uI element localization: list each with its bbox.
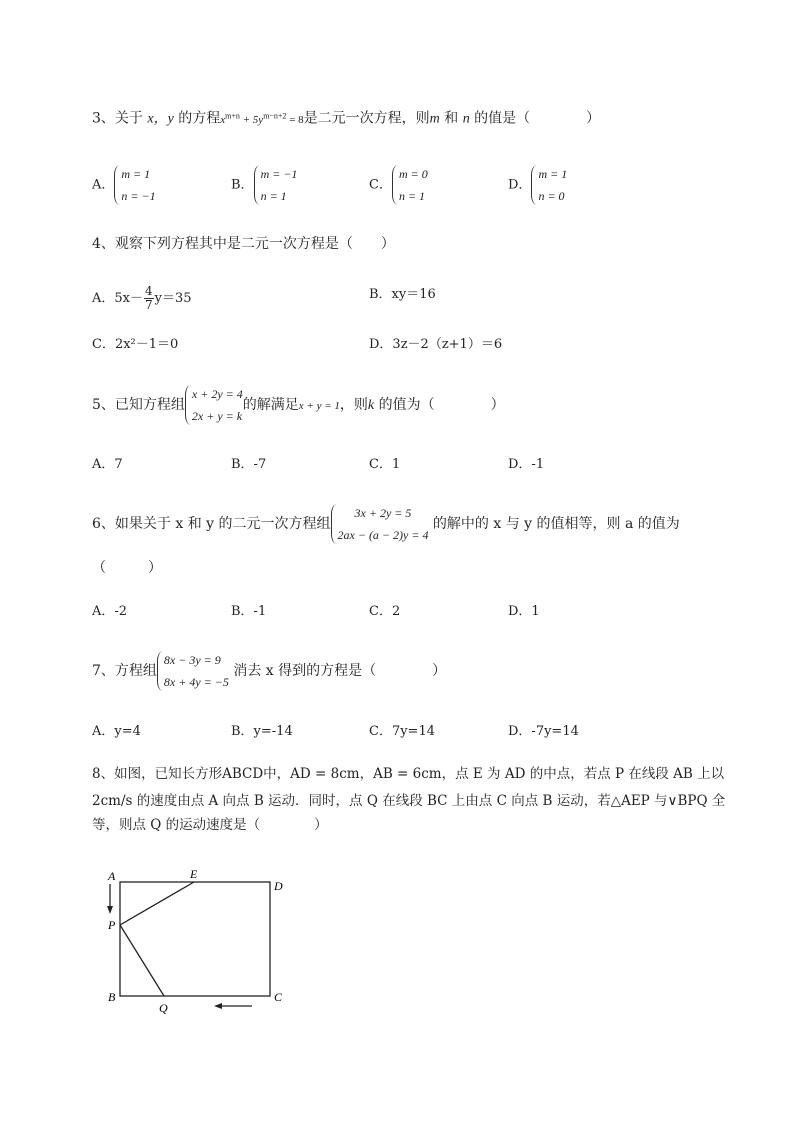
q8-line-1: 8、如图，已知长方形ABCD中，AD = 8cm，AB = 6cm，点 E 为 AD 的中点，若点 P 在线段 AB 上以 [92,766,725,782]
q5-end: 的值为（ ） [374,397,505,413]
q3-equation [220,111,304,126]
q4-option-c[interactable]: C．2x²－1＝0 [92,337,179,352]
rectangle-abcd [120,882,270,996]
q3-n: n [462,111,470,127]
q3-option-c-system [392,163,428,207]
q7-option-b[interactable]: B．y=-14 [231,724,293,739]
q6-post: 的解中的 x 与 y 的值相等，则 a 的值为 [428,516,680,532]
q7-option-d[interactable]: D．-7y=14 [508,724,579,739]
q5-pre: 5、已知方程组 [92,397,185,413]
q3-eq-b: + 5y [239,113,264,126]
option-label: C． [369,177,392,193]
q6-answer-paren: （ ） [92,560,162,576]
q3-option-c[interactable] [369,163,428,207]
q4-a-post: y＝35 [154,291,192,306]
system-line: m = 0 [398,167,428,181]
system-line: n = 1 [260,189,287,203]
q8-line-3: 等，则点 Q 的运动速度是（ ） [92,817,328,833]
q5-option-b[interactable]: B．-7 [231,457,267,472]
q3-option-b[interactable] [231,163,297,207]
q5-option-d[interactable]: D．-1 [508,457,545,472]
q5-option-c[interactable]: C．1 [369,457,401,472]
q6-stem [92,502,680,546]
label-c: C [274,990,283,1004]
q7-pre: 7、方程组 [92,663,157,679]
q3-mid: 的方程 [173,110,221,127]
q4-a-fraction [144,285,154,312]
q3-eq-c: = 8 [286,113,304,126]
q5-condition: x + y = 1 [298,400,340,412]
q3-eq-b-sup: m−n+2 [263,111,287,120]
fraction-numerator: 4 [145,284,153,298]
system-line: 2x + y = k [191,409,243,423]
q5-system [185,383,243,427]
q5-post: ，则 [339,397,368,413]
system-line: m = 1 [538,167,568,181]
q6-option-c[interactable]: C．2 [369,604,401,619]
q3-option-d-system [531,163,567,207]
q3-end: 的值是（ ） [469,110,601,127]
q4-option-b[interactable]: B．xy＝16 [369,287,436,302]
system-line: n = 0 [538,189,565,203]
q7-system [157,649,229,693]
q4-a-pre: 5x－ [114,291,143,306]
system-line: 8x − 3y = 9 [163,653,221,667]
label-e: E [190,867,198,881]
q3-prefix: 3、关于 [92,110,148,127]
label-a: A [108,869,116,883]
system-line: m = −1 [260,167,298,181]
system-line: m = 1 [121,167,151,181]
q3-vars: x，y [147,111,174,127]
rectangle-figure [104,864,304,1024]
q4-stem: 4、观察下列方程其中是二元一次方程是（ ） [92,236,395,252]
segment-pe [120,882,194,925]
q7-stem [92,649,446,693]
system-line: 2ax − (a − 2)y = 4 [337,528,429,542]
label-b: B [108,990,116,1004]
q6-option-d[interactable]: D．1 [508,604,540,619]
system-line: 8x + 4y = −5 [163,675,229,689]
label-q: Q [159,1001,168,1015]
system-line: 3x + 2y = 5 [354,506,412,520]
label-d: D [274,879,283,893]
q3-option-b-system [254,163,298,207]
q7-post: 消去 x 得到的方程是（ ） [228,663,447,679]
q5-stem [92,383,505,427]
option-label: B． [231,177,254,193]
q3-suffix: 是二元一次方程，则 [303,110,430,127]
system-line: x + 2y = 4 [191,387,243,401]
q3-he: 和 [439,110,463,127]
segment-pq [120,925,164,996]
q7-option-c[interactable]: C．7y=14 [369,724,435,739]
q3-m: m [429,111,440,127]
arrow-down-head-icon [107,906,113,914]
q3-option-a-system [114,163,155,207]
q8-line-2: 2cm/s 的速度由点 A 向点 B 运动．同时，点 Q 在线段 BC 上由点 C 向点 B 运动，若△AEP 与∨BPQ 全 [92,793,726,809]
label-p: P [108,918,116,932]
q4-option-a[interactable] [92,285,192,312]
q6-option-a[interactable]: A．-2 [92,604,128,619]
arrow-left-head-icon [214,1003,222,1009]
q6-system [331,502,429,546]
q5-k: k [367,398,375,413]
q3-eq-a: x [220,113,226,126]
q3-stem [92,106,600,130]
q3-eq-a-sup: m+n [225,111,240,120]
q7-option-a[interactable]: A．y=4 [92,724,141,739]
system-line: n = 1 [398,189,426,203]
system-line: n = −1 [121,189,156,203]
q4-option-d[interactable]: D．3z－2（z+1）＝6 [369,337,503,352]
q5-mid: 的解满足 [242,397,299,413]
q3-option-a[interactable] [92,163,156,207]
q6-pre: 6、如果关于 x 和 y 的二元一次方程组 [92,516,331,532]
q6-option-b[interactable]: B．-1 [231,604,267,619]
option-label: D． [508,177,532,193]
q3-option-d[interactable] [508,163,567,207]
option-label: A． [92,177,115,193]
q5-option-a[interactable]: A．7 [92,457,123,472]
fraction-denominator: 7 [145,298,153,312]
option-label: A． [92,291,115,306]
